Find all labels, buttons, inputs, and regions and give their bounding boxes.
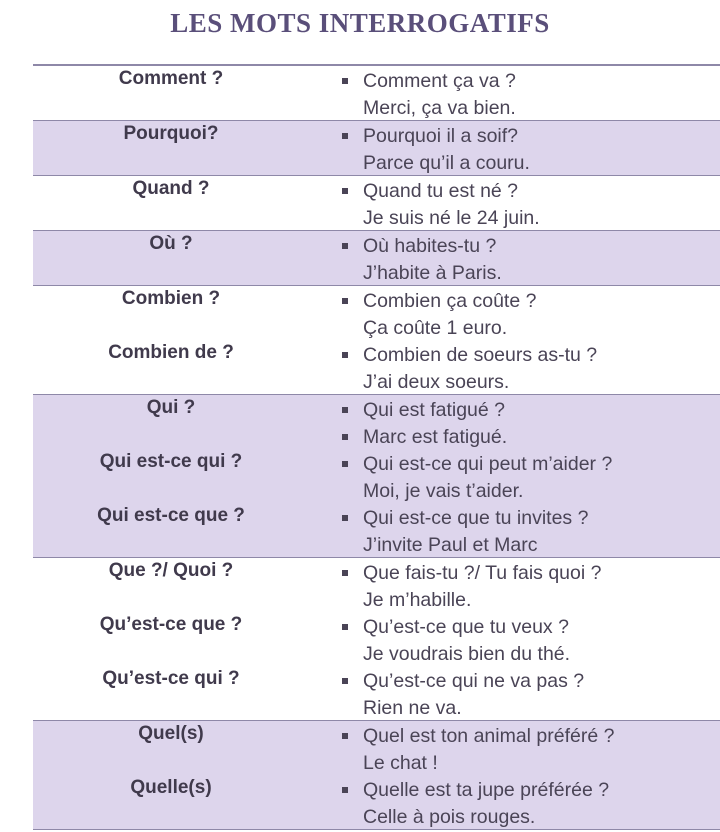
example-line bbox=[335, 723, 720, 750]
example-text: Quel est ton animal préféré ? bbox=[363, 725, 615, 747]
question-word: Quel(s) bbox=[138, 723, 204, 744]
example-text: Combien de soeurs as-tu ? bbox=[363, 344, 598, 366]
example-text: Merci, ça va bien. bbox=[363, 97, 516, 119]
example-line bbox=[335, 397, 720, 424]
example-text: Qu’est-ce que tu veux ? bbox=[363, 616, 569, 638]
example-line bbox=[335, 260, 720, 287]
example-line bbox=[335, 233, 720, 260]
question-word: Où ? bbox=[149, 233, 193, 254]
example-text: Je suis né le 24 juin. bbox=[363, 207, 540, 229]
table-row bbox=[33, 721, 720, 775]
example-line bbox=[335, 478, 720, 505]
question-word: Pourquoi? bbox=[123, 123, 219, 144]
example-text: Qui est-ce que tu invites ? bbox=[363, 507, 589, 529]
example-line bbox=[335, 777, 720, 804]
example-line bbox=[335, 178, 720, 205]
bullet-icon bbox=[342, 515, 348, 521]
example-line bbox=[335, 641, 720, 668]
example-line bbox=[335, 668, 720, 695]
example-text: Celle à pois rouges. bbox=[363, 806, 536, 828]
example-text: Qui est fatigué ? bbox=[363, 399, 506, 421]
example-text: J’invite Paul et Marc bbox=[363, 534, 538, 556]
bullet-icon bbox=[342, 243, 348, 249]
question-word: Comment ? bbox=[118, 68, 224, 89]
example-line bbox=[335, 451, 720, 478]
table-row bbox=[33, 449, 720, 503]
example-text: Je voudrais bien du thé. bbox=[363, 643, 571, 665]
bullet-icon bbox=[342, 434, 348, 440]
group-ou bbox=[33, 230, 720, 286]
example-line bbox=[335, 614, 720, 641]
example-text: Quelle est ta jupe préférée ? bbox=[363, 779, 610, 801]
group-pourquoi bbox=[33, 120, 720, 176]
example-line bbox=[335, 695, 720, 722]
example-text: Combien ça coûte ? bbox=[363, 290, 537, 312]
table-row bbox=[33, 66, 720, 120]
example-line bbox=[335, 288, 720, 315]
example-text: Où habites-tu ? bbox=[363, 235, 497, 257]
question-word: Quelle(s) bbox=[130, 777, 212, 798]
example-text: Qui est-ce qui peut m’aider ? bbox=[363, 453, 613, 475]
example-line bbox=[335, 150, 720, 177]
bullet-icon bbox=[342, 570, 348, 576]
group-que bbox=[33, 557, 720, 720]
question-word: Qui est-ce que ? bbox=[97, 505, 245, 526]
example-text: Parce qu’il a couru. bbox=[363, 152, 530, 174]
bullet-icon bbox=[342, 733, 348, 739]
example-line bbox=[335, 205, 720, 232]
table-row bbox=[33, 176, 720, 230]
question-word: Qui est-ce qui ? bbox=[99, 451, 243, 472]
example-text: Le chat ! bbox=[363, 752, 438, 774]
bullet-icon bbox=[342, 352, 348, 358]
table-row bbox=[33, 612, 720, 666]
table-row bbox=[33, 286, 720, 340]
bullet-icon bbox=[342, 133, 348, 139]
bullet-icon bbox=[342, 298, 348, 304]
example-line bbox=[335, 342, 720, 369]
example-line bbox=[335, 68, 720, 95]
example-text: Moi, je vais t’aider. bbox=[363, 480, 524, 502]
table-row bbox=[33, 558, 720, 612]
example-line bbox=[335, 532, 720, 559]
example-line bbox=[335, 369, 720, 396]
bullet-icon bbox=[342, 461, 348, 467]
bullet-icon bbox=[342, 624, 348, 630]
table-row bbox=[33, 340, 720, 394]
table-row bbox=[33, 395, 720, 449]
question-word: Combien de ? bbox=[108, 342, 234, 363]
example-text: J’ai deux soeurs. bbox=[363, 371, 510, 393]
table-row bbox=[33, 503, 720, 557]
interrogatives-table bbox=[33, 64, 720, 830]
question-word: Quand ? bbox=[132, 178, 210, 199]
example-text: Ça coûte 1 euro. bbox=[363, 317, 508, 339]
group-comment bbox=[33, 66, 720, 120]
example-line bbox=[335, 750, 720, 777]
example-text: Quand tu est né ? bbox=[363, 180, 519, 202]
example-text: Qu’est-ce qui ne va pas ? bbox=[363, 670, 585, 692]
group-combien bbox=[33, 286, 720, 394]
example-line bbox=[335, 123, 720, 150]
example-line bbox=[335, 587, 720, 614]
example-text: Marc est fatigué. bbox=[363, 426, 508, 448]
question-word: Que ?/ Quoi ? bbox=[108, 560, 234, 581]
page-title: LES MOTS INTERROGATIFS bbox=[170, 8, 550, 38]
example-text: J’habite à Paris. bbox=[363, 262, 502, 284]
group-quand bbox=[33, 176, 720, 230]
example-line bbox=[335, 505, 720, 532]
question-word: Qu’est-ce que ? bbox=[99, 614, 243, 635]
example-line bbox=[335, 95, 720, 122]
example-line bbox=[335, 424, 720, 451]
table-row bbox=[33, 666, 720, 720]
example-line bbox=[335, 315, 720, 342]
example-text: Que fais-tu ?/ Tu fais quoi ? bbox=[363, 562, 602, 584]
table-row bbox=[33, 231, 720, 285]
bullet-icon bbox=[342, 787, 348, 793]
example-text: Comment ça va ? bbox=[363, 70, 516, 92]
example-text: Rien ne va. bbox=[363, 697, 462, 719]
group-quel bbox=[33, 720, 720, 830]
bullet-icon bbox=[342, 407, 348, 413]
example-line bbox=[335, 560, 720, 587]
group-qui bbox=[33, 394, 720, 557]
bullet-icon bbox=[342, 678, 348, 684]
table-row bbox=[33, 121, 720, 175]
example-text: Pourquoi il a soif? bbox=[363, 125, 519, 147]
bullet-icon bbox=[342, 78, 348, 84]
question-word: Qu’est-ce qui ? bbox=[102, 668, 240, 689]
question-word: Qui ? bbox=[146, 397, 196, 418]
example-text: Je m’habille. bbox=[363, 589, 472, 611]
bullet-icon bbox=[342, 188, 348, 194]
table-row bbox=[33, 775, 720, 829]
question-word: Combien ? bbox=[121, 288, 221, 309]
example-line bbox=[335, 804, 720, 831]
